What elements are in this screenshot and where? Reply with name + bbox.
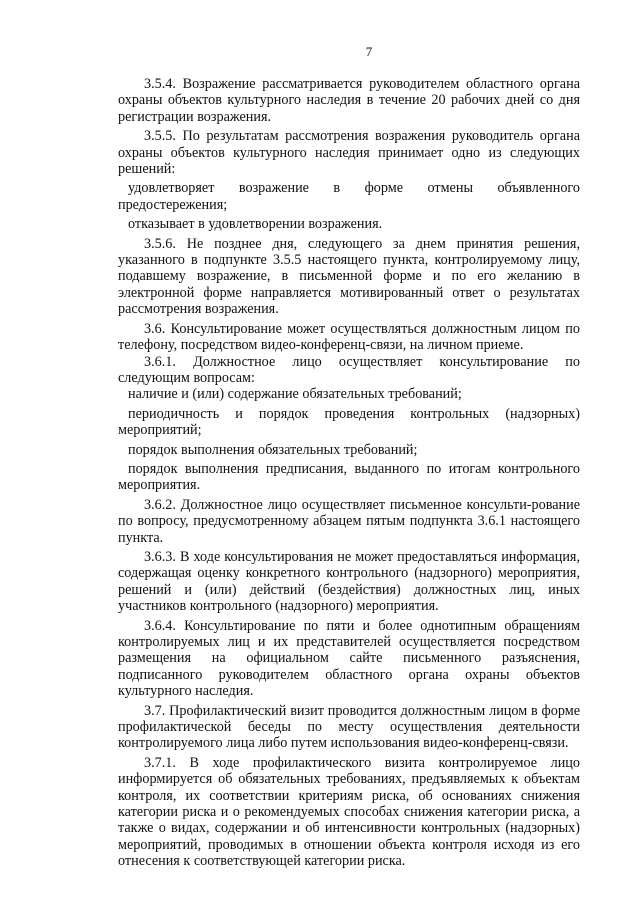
topic-prescription: порядок выполнения предписания, выданного по итогам контрольного мероприятия. [118, 460, 580, 494]
paragraph-3-5-6: 3.5.6. Не позднее дня, следующего за днем принятия решения, указанного в подпункте 3.5.5 настоящего пункта, контролируемому лицу, подавшему возражение, в письменной форме и по его желанию в электронной форме направляется мотивированный ответ о результатах рассмотрения возражения. [118, 235, 580, 318]
paragraph-3-6-2: 3.6.2. Должностное лицо осуществляет письменное консульти-рование по вопросу, предусмотренному абзацем пятым подпункта 3.6.1 настоящего пункта. [118, 496, 580, 546]
paragraph-3-6-1: 3.6.1. Должностное лицо осуществляет консультирование по следующим вопросам: [118, 353, 580, 386]
option-refuse: отказывает в удовлетворении возражения. [128, 216, 383, 233]
topic-requirements: наличие и (или) содержание обязательных требований; [128, 386, 462, 403]
paragraph-3-7: 3.7. Профилактический визит проводится должностным лицом в форме профилактической беседы по месту осуществления деятельности контролируемого лица либо путем использования видео-конференц-связи. [118, 702, 580, 752]
topic-fulfillment: порядок выполнения обязательных требований; [128, 441, 418, 458]
topic-periodicity: периодичность и порядок проведения контрольных (надзорных) мероприятий; [118, 405, 580, 439]
page-number: 7 [365, 44, 373, 59]
paragraph-3-7-1: 3.7.1. В ходе профилактического визита контролируемое лицо информируется об обязательных требованиях, предъявляемых к объектам контроля, их соответствии критериям риска, об основаниях снижения категории риска и о рекомендуемых способах снижения категории риска, а также о видах, содержании и об интенсивности контрольных (надзорных) мероприятий, проводимых в отношении объекта контроля исходя из его отнесения к соответствующей категории риска. [118, 754, 580, 870]
option-satisfy: удовлетворяет возражение в форме отмены объявленного предостережения; [118, 180, 580, 213]
paragraph-3-5-5: 3.5.5. По результатам рассмотрения возражения руководитель органа охраны объектов культурного наследия принимает одно из следующих решений: [118, 128, 580, 178]
paragraph-3-6: 3.6. Консультирование может осуществляться должностным лицом по телефону, посредством видео-конференц-связи, на личном приеме. [118, 320, 580, 354]
paragraph-3-6-4: 3.6.4. Консультирование по пяти и более однотипным обращениям контролируемых лиц и их представителей осуществляется посредством размещения на официальном сайте письменного разъяснения, подписанного руководителем областного органа охраны объектов культурного наследия. [118, 617, 580, 700]
paragraph-3-6-3: 3.6.3. В ходе консультирования не может предоставляться информация, содержащая оценку конкретного контрольного (надзорного) мероприятия, решений и (или) действий (бездействия) должностных лиц, иных участников контрольного (надзорного) мероприятия. [118, 548, 580, 615]
paragraph-3-5-4: 3.5.4. Возражение рассматривается руководителем областного органа охраны объектов культурного наследия в течение 20 рабочих дней со дня регистрации возражения. [118, 76, 580, 125]
